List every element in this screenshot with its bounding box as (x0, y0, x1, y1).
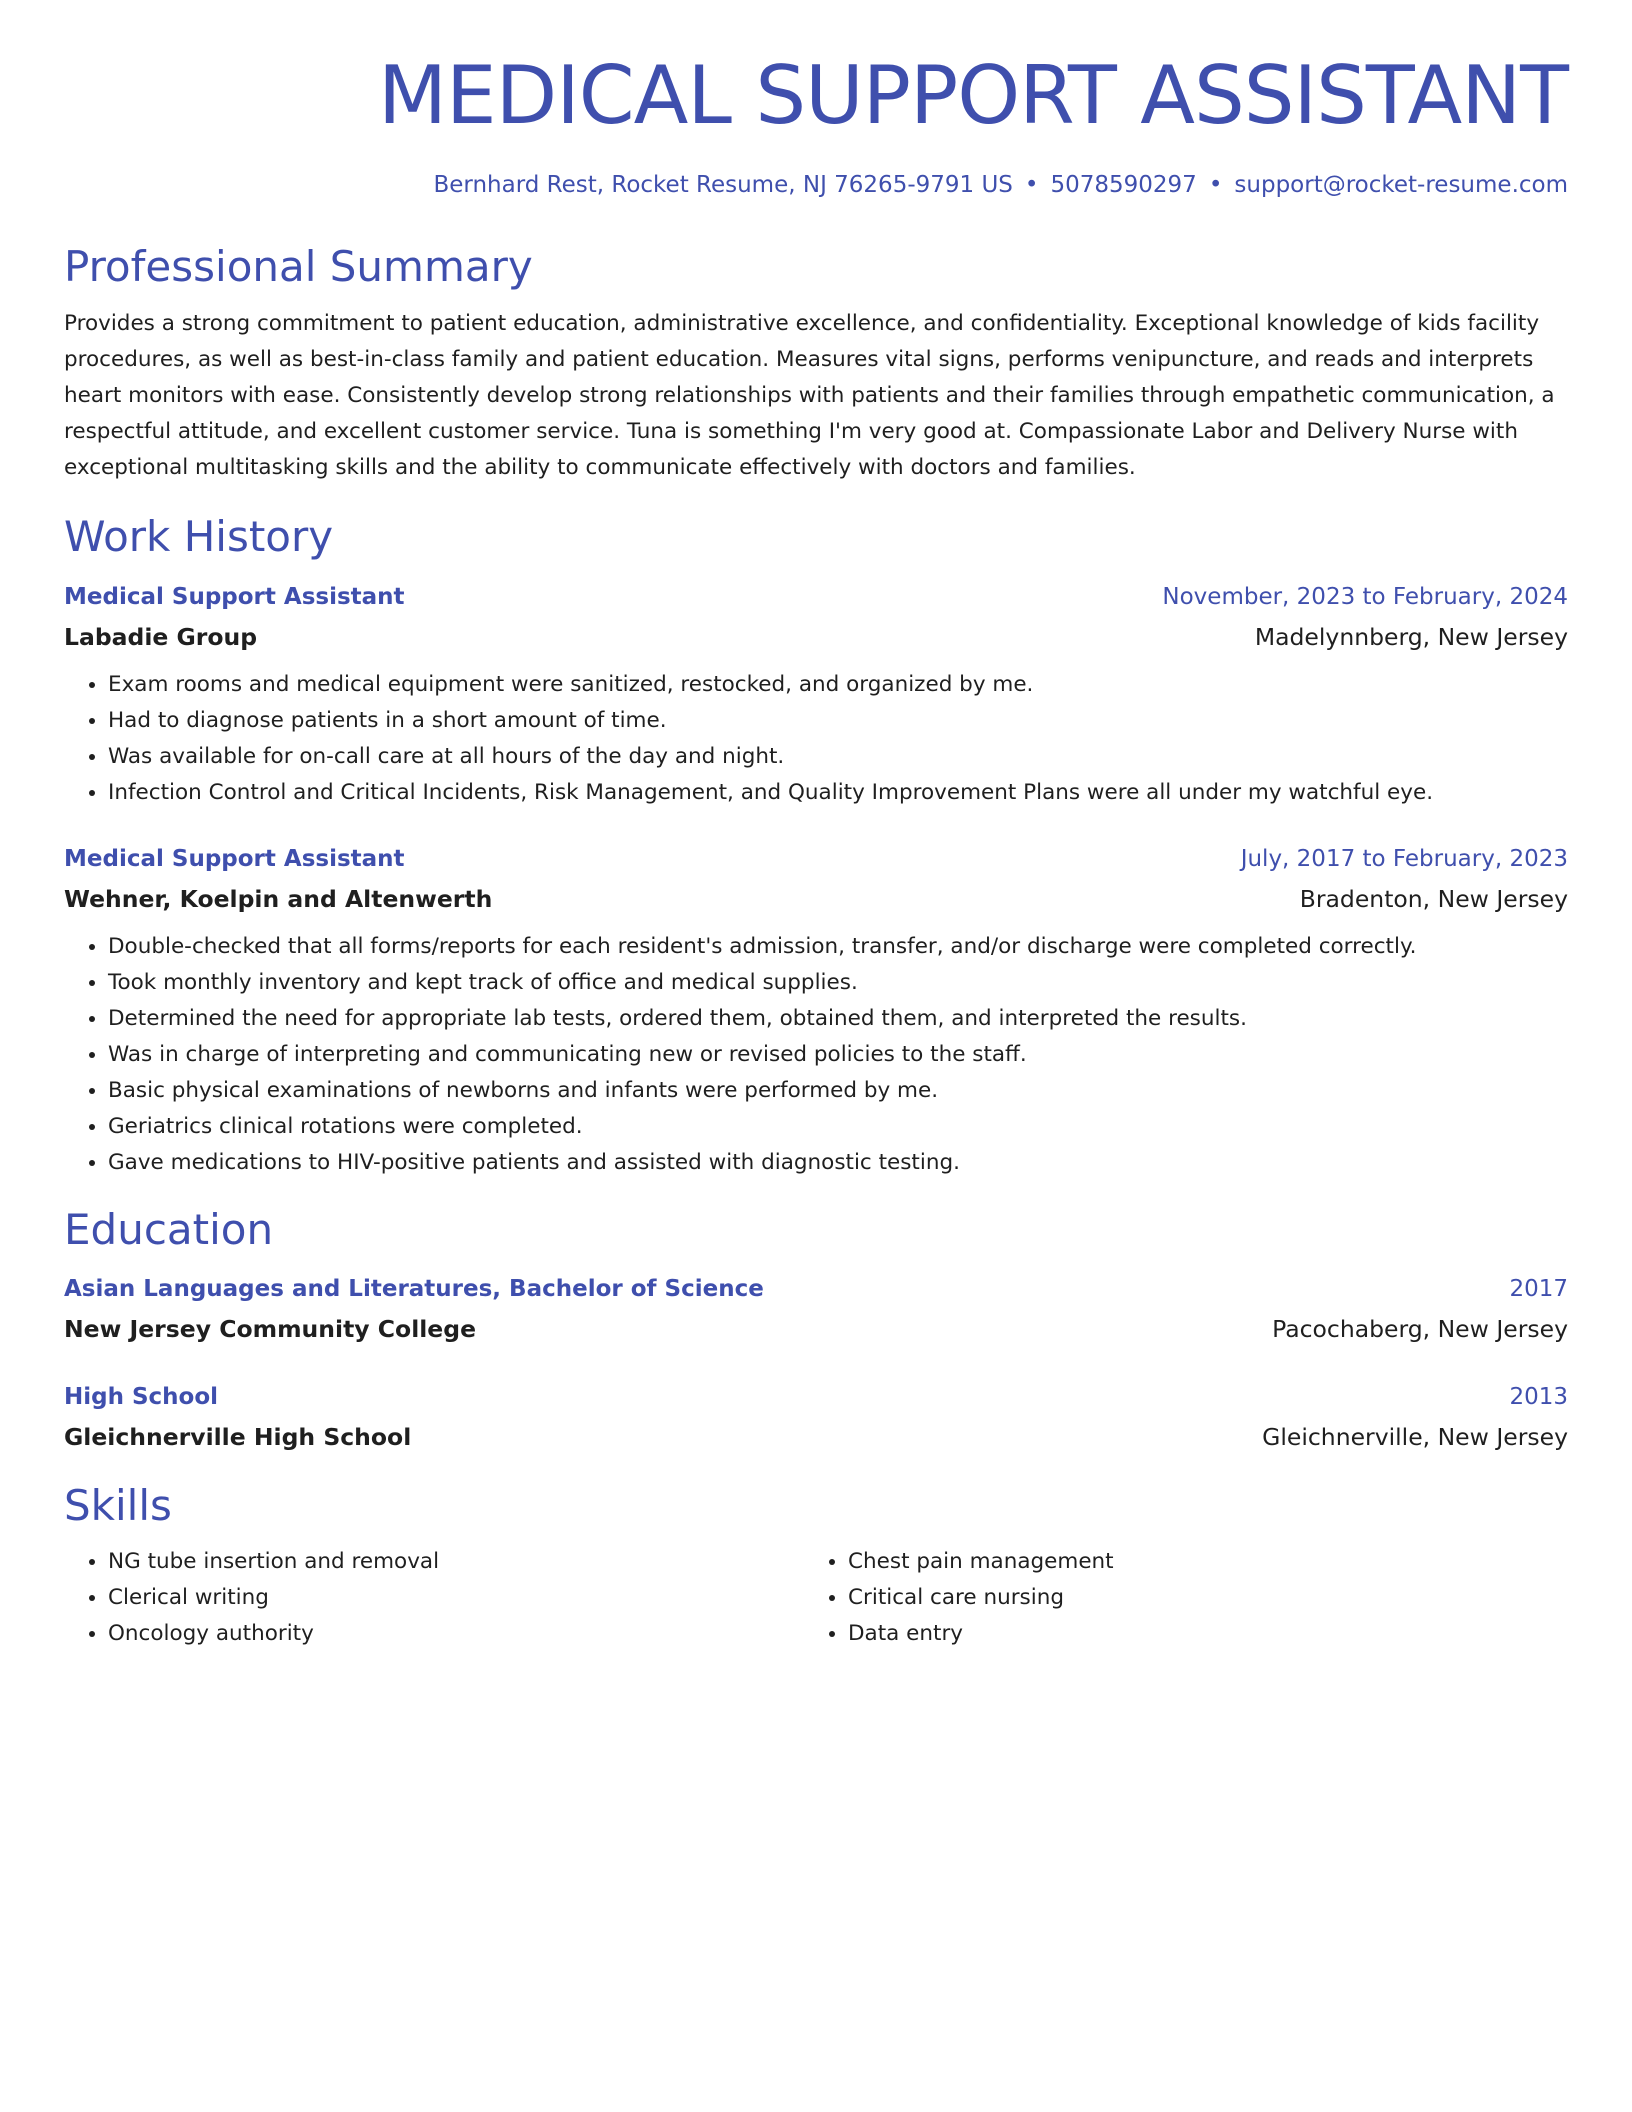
contact-separator: • (1208, 172, 1223, 198)
section-title-skills: Skills (64, 1481, 172, 1531)
section-title-work-history: Work History (64, 512, 334, 562)
job-role: Medical Support Assistant (64, 845, 405, 872)
education-school: New Jersey Community College (64, 1315, 477, 1344)
education-list (64, 1269, 1568, 1457)
summary-text: Provides a strong commitment to patient education, administrative excellence, and confidentiality. Exceptional knowledge of kids facility procedures, as well as best-in-class family and patient education. Measures vital signs, performs venipuncture, and reads and interprets heart monitors with ease. Consistently develop strong relationships with patients and their families through empathetic communication, a respectful attitude, and excellent customer service. Tuna is something I'm very good at. Compassionate Labor and Delivery Nurse with exceptional multitasking skills and the ability to communicate effectively with doctors and families. (64, 311, 1555, 481)
education-entry (64, 1377, 1568, 1457)
job-bullet: • Exam rooms and medical equipment were sanitized, restocked, and organized by me. (108, 667, 1568, 703)
job-dates: November, 2023 to February, 2024 (1162, 583, 1568, 610)
section-title-education: Education (64, 1204, 274, 1254)
education-location: Gleichnerville, New Jersey (1262, 1423, 1568, 1452)
job-entry (64, 577, 1568, 811)
education-year: 2017 (1509, 1276, 1568, 1303)
job-bullets (64, 667, 1568, 811)
education-entry (64, 1269, 1568, 1349)
education-degree: Asian Languages and Literatures, Bachelor of Science (64, 1276, 764, 1303)
job-bullet: • Basic physical examinations of newborns and infants were performed by me. (108, 1073, 1568, 1109)
job-bullet: • Took monthly inventory and kept track of office and medical supplies. (108, 965, 1568, 1001)
education-school: Gleichnerville High School (64, 1423, 412, 1452)
section-title-summary: Professional Summary (64, 242, 533, 291)
contact-email: support@rocket-resume.com (1234, 172, 1568, 198)
job-bullet: • Double-checked that all forms/reports for each resident's admission, transfer, and/or discharge were completed correctly. (108, 929, 1568, 965)
job-bullet: • Was in charge of interpreting and communicating new or revised policies to the staff. (108, 1037, 1568, 1073)
job-role: Medical Support Assistant (64, 583, 405, 610)
job-bullet: • Had to diagnose patients in a short amount of time. (108, 703, 1568, 739)
job-bullet: • Was available for on-call care at all hours of the day and night. (108, 739, 1568, 775)
skill-item: • Chest pain management (848, 1544, 1544, 1580)
job-company: Labadie Group (64, 622, 258, 651)
education-degree: High School (64, 1384, 219, 1411)
skills-column-left (64, 1544, 804, 1652)
job-bullets (64, 929, 1568, 1181)
skill-item: • Critical care nursing (848, 1580, 1544, 1616)
job-bullet: • Determined the need for appropriate lab tests, ordered them, obtained them, and interpreted the results. (108, 1001, 1568, 1037)
job-bullet: • Geriatrics clinical rotations were completed. (108, 1109, 1568, 1145)
skill-item: • Oncology authority (108, 1616, 804, 1652)
job-location: Madelynnberg, New Jersey (1254, 622, 1568, 651)
job-dates: July, 2017 to February, 2023 (1240, 845, 1568, 872)
contact-line (64, 172, 1568, 198)
education-location: Pacochaberg, New Jersey (1272, 1315, 1568, 1344)
contact-address: Bernhard Rest, Rocket Resume, NJ 76265-9791 US (433, 172, 1013, 198)
job-entry (64, 839, 1568, 1181)
job-bullet: • Gave medications to HIV-positive patients and assisted with diagnostic testing. (108, 1145, 1568, 1181)
job-company: Wehner, Koelpin and Altenwerth (64, 884, 493, 913)
job-location: Bradenton, New Jersey (1299, 884, 1568, 913)
skills-column-right (804, 1544, 1544, 1652)
resume-name: MEDICAL SUPPORT ASSISTANT (378, 49, 1568, 142)
skills-grid (64, 1544, 1568, 1652)
contact-phone: 5078590297 (1050, 172, 1197, 198)
skill-item: • NG tube insertion and removal (108, 1544, 804, 1580)
education-year: 2013 (1509, 1384, 1568, 1411)
job-bullet: • Infection Control and Critical Incidents, Risk Management, and Quality Improvement Plans were all under my watchful eye. (108, 775, 1568, 811)
contact-separator: • (1024, 172, 1039, 198)
skill-item: • Clerical writing (108, 1580, 804, 1616)
skill-item: • Data entry (848, 1616, 1544, 1652)
